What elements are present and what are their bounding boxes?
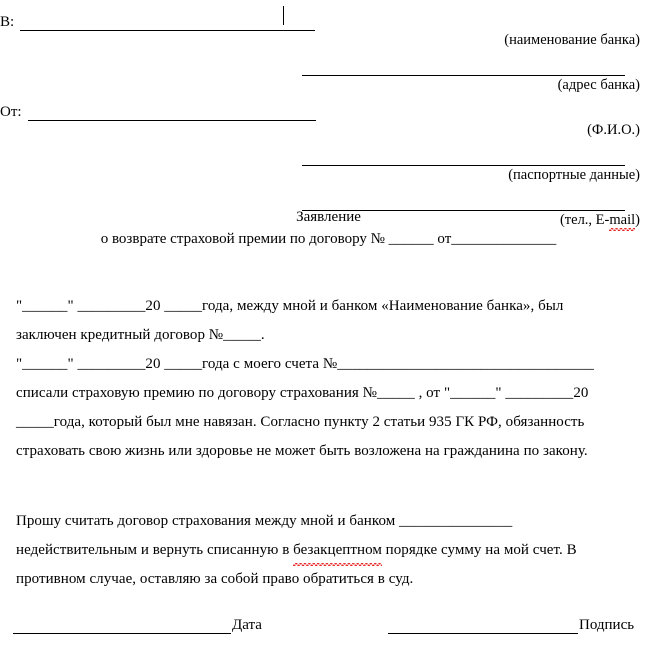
signature-footer — [0, 616, 657, 642]
body-line-2: заключен кредитный договор №_____. — [16, 327, 265, 343]
body-paragraph-gap — [16, 495, 644, 507]
document-body — [16, 292, 644, 594]
bank-name-caption: (наименование банка) — [504, 32, 640, 48]
passport-caption: (паспортные данные) — [508, 167, 640, 183]
body-paragraph-spacer — [16, 466, 644, 495]
applicant-row — [0, 97, 657, 121]
full-name-caption: (Ф.И.О.) — [587, 122, 640, 138]
applicant-label: От: — [0, 104, 22, 120]
passport-caption-row — [0, 166, 657, 187]
contacts-caption-suffix: ) — [635, 212, 640, 228]
body-line-8-prefix: недействительным и вернуть списанную в — [16, 542, 294, 558]
body-line-5: _____года, который был мне навязан. Согласно пункту 2 статьи 935 ГК РФ, обязанность — [16, 414, 585, 430]
bank-address-row — [0, 52, 657, 76]
body-line-3: "______" _________20 _____года с моего счета №__________________________________ — [16, 356, 594, 372]
date-input-rule[interactable] — [13, 616, 231, 634]
text-cursor-caret — [283, 6, 284, 25]
bank-name-caption-row — [0, 31, 657, 52]
body-line-9: противном случае, оставляю за собой право обратиться в суд. — [16, 571, 414, 587]
bank-address-caption: (адрес банка) — [557, 77, 640, 93]
applicant-name-input-rule[interactable] — [28, 104, 316, 121]
full-name-caption-row — [0, 121, 657, 142]
body-line-7: Прошу считать договор страхования между мной и банком _______________ — [16, 513, 513, 529]
passport-row — [0, 142, 657, 166]
title-block — [0, 206, 657, 250]
body-line-6: страховать свою жизнь или здоровье не может быть возложена на гражданина по закону. — [16, 443, 588, 459]
signature-label: Подпись — [579, 617, 635, 633]
addressee-header — [0, 0, 657, 232]
page-title: Заявление — [296, 209, 361, 225]
body-line-1: "______" _________20 _____года, между мной и банком «Наименование банка», был — [16, 298, 564, 314]
signature-field-group — [388, 616, 634, 634]
body-line-8-suffix: порядке сумму на мой счет. В — [381, 542, 577, 558]
spellcheck-misspelled-mail: mail — [609, 212, 636, 228]
passport-input-rule[interactable] — [302, 149, 625, 166]
body-line-8 — [16, 536, 644, 565]
contacts-caption-prefix: (тел., E- — [559, 212, 610, 228]
page-subtitle: о возврате страховой премии по договору № ______ от______________ — [100, 231, 557, 247]
recipient-label: В: — [0, 14, 15, 30]
body-line-4: списали страховую премию по договору страхования №_____ , от "______" _________20 — [16, 385, 589, 401]
signature-input-rule[interactable] — [388, 616, 578, 634]
spellcheck-misspelled-bezakceptnom: безакцептном — [293, 536, 382, 565]
date-label: Дата — [232, 617, 262, 633]
recipient-bank-input-rule[interactable] — [20, 14, 315, 31]
recipient-bank-row — [0, 7, 657, 31]
bank-address-input-rule[interactable] — [302, 59, 625, 76]
date-field-group — [13, 616, 262, 634]
bank-address-caption-row — [0, 76, 657, 97]
